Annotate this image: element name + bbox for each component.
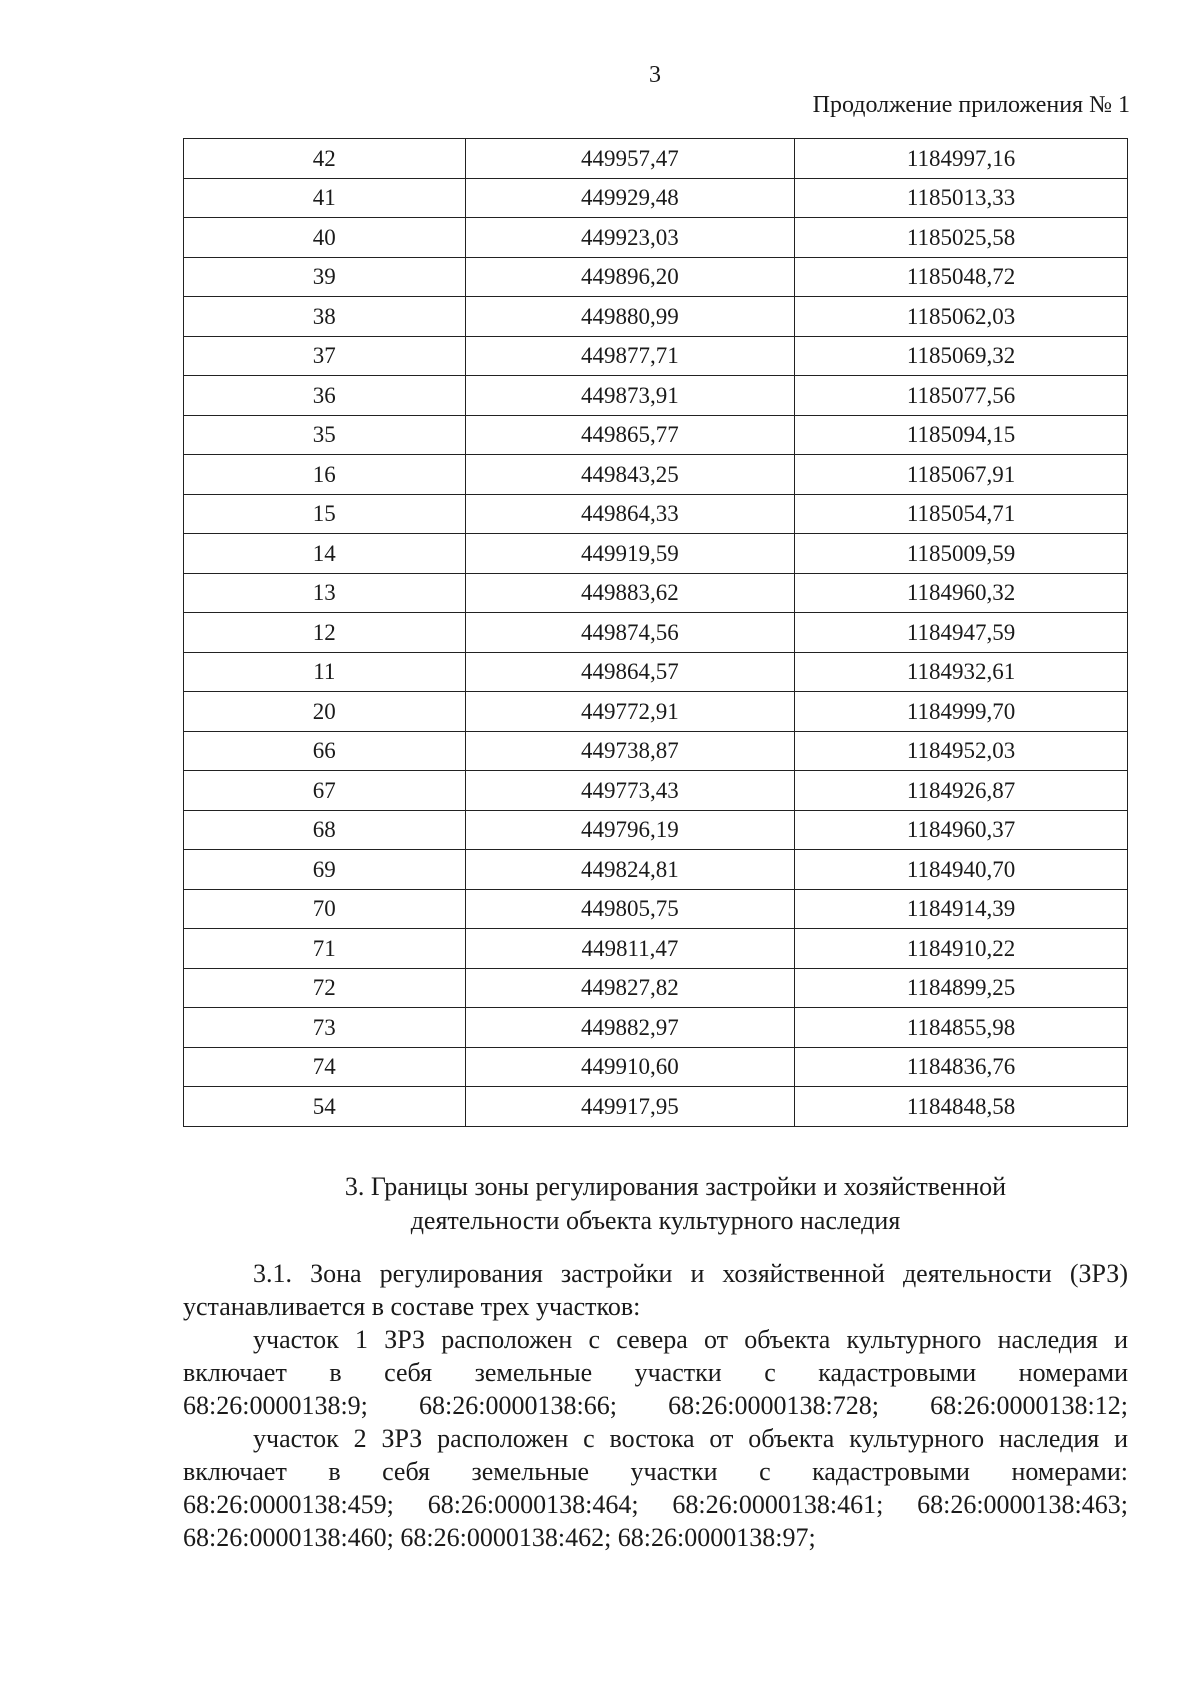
- x-coordinate-cell: 449811,47: [465, 929, 795, 969]
- x-coordinate-cell: 449864,57: [465, 652, 795, 692]
- x-coordinate-cell: 449880,99: [465, 297, 795, 337]
- plot-2-line-2: включает в себя земельные участки с кадастровыми номерами:: [183, 1457, 1128, 1486]
- x-coordinate-cell: 449773,43: [465, 771, 795, 811]
- x-coordinate-cell: 449843,25: [465, 455, 795, 495]
- plot-2-line-1: участок 2 ЗРЗ расположен с востока от объекта культурного наследия и: [253, 1424, 1128, 1453]
- table-row: [184, 494, 1128, 534]
- x-coordinate-cell: 449865,77: [465, 415, 795, 455]
- y-coordinate-cell: 1185009,59: [795, 534, 1128, 574]
- y-coordinate-cell: 1184932,61: [795, 652, 1128, 692]
- point-number-cell: 39: [184, 257, 466, 297]
- y-coordinate-cell: 1185025,58: [795, 218, 1128, 258]
- point-number-cell: 16: [184, 455, 466, 495]
- section-heading: [183, 1170, 1128, 1238]
- y-coordinate-cell: 1185094,15: [795, 415, 1128, 455]
- point-number-cell: 74: [184, 1047, 466, 1087]
- x-coordinate-cell: 449772,91: [465, 692, 795, 732]
- x-coordinate-cell: 449796,19: [465, 810, 795, 850]
- table-row: [184, 455, 1128, 495]
- table-row: [184, 613, 1128, 653]
- point-number-cell: 68: [184, 810, 466, 850]
- x-coordinate-cell: 449896,20: [465, 257, 795, 297]
- y-coordinate-cell: 1184848,58: [795, 1087, 1128, 1127]
- x-coordinate-cell: 449827,82: [465, 968, 795, 1008]
- table-row: [184, 218, 1128, 258]
- x-coordinate-cell: 449873,91: [465, 376, 795, 416]
- x-coordinate-cell: 449923,03: [465, 218, 795, 258]
- point-number-cell: 41: [184, 178, 466, 218]
- y-coordinate-cell: 1184899,25: [795, 968, 1128, 1008]
- y-coordinate-cell: 1185077,56: [795, 376, 1128, 416]
- point-number-cell: 13: [184, 573, 466, 613]
- table-row: [184, 929, 1128, 969]
- y-coordinate-cell: 1185069,32: [795, 336, 1128, 376]
- x-coordinate-cell: 449824,81: [465, 850, 795, 890]
- x-coordinate-cell: 449877,71: [465, 336, 795, 376]
- table-row: [184, 415, 1128, 455]
- y-coordinate-cell: 1184836,76: [795, 1047, 1128, 1087]
- section-heading-line-1: 3. Границы зоны регулирования застройки и хозяйственной: [344, 1172, 1007, 1201]
- section-body: [183, 1257, 1128, 1554]
- point-number-cell: 70: [184, 889, 466, 929]
- y-coordinate-cell: 1184960,32: [795, 573, 1128, 613]
- point-number-cell: 37: [184, 336, 466, 376]
- plot-1-line-3: 68:26:0000138:9; 68:26:0000138:66; 68:26:0000138:728; 68:26:0000138:12;: [183, 1391, 1128, 1420]
- table-row: [184, 850, 1128, 890]
- table-row: [184, 1008, 1128, 1048]
- y-coordinate-cell: 1185054,71: [795, 494, 1128, 534]
- x-coordinate-cell: 449919,59: [465, 534, 795, 574]
- section-heading-line-2: деятельности объекта культурного наследия: [410, 1206, 901, 1235]
- plot-2-line-4: 68:26:0000138:460; 68:26:0000138:462; 68:26:0000138:97;: [183, 1523, 816, 1552]
- x-coordinate-cell: 449874,56: [465, 613, 795, 653]
- y-coordinate-cell: 1185062,03: [795, 297, 1128, 337]
- y-coordinate-cell: 1184914,39: [795, 889, 1128, 929]
- x-coordinate-cell: 449883,62: [465, 573, 795, 613]
- x-coordinate-cell: 449882,97: [465, 1008, 795, 1048]
- y-coordinate-cell: 1184910,22: [795, 929, 1128, 969]
- table-row: [184, 336, 1128, 376]
- y-coordinate-cell: 1185067,91: [795, 455, 1128, 495]
- y-coordinate-cell: 1184947,59: [795, 613, 1128, 653]
- point-number-cell: 67: [184, 771, 466, 811]
- point-number-cell: 36: [184, 376, 466, 416]
- coordinates-table-body: [184, 139, 1128, 1127]
- point-number-cell: 54: [184, 1087, 466, 1127]
- table-row: [184, 968, 1128, 1008]
- point-number-cell: 20: [184, 692, 466, 732]
- y-coordinate-cell: 1185048,72: [795, 257, 1128, 297]
- x-coordinate-cell: 449805,75: [465, 889, 795, 929]
- x-coordinate-cell: 449917,95: [465, 1087, 795, 1127]
- point-number-cell: 66: [184, 731, 466, 771]
- point-number-cell: 40: [184, 218, 466, 258]
- table-row: [184, 297, 1128, 337]
- point-number-cell: 12: [184, 613, 466, 653]
- y-coordinate-cell: 1184960,37: [795, 810, 1128, 850]
- point-number-cell: 38: [184, 297, 466, 337]
- table-row: [184, 1087, 1128, 1127]
- y-coordinate-cell: 1184855,98: [795, 1008, 1128, 1048]
- paragraph-3-1-line-2: устанавливается в составе трех участков:: [183, 1292, 641, 1321]
- paragraph-3-1-line-1: 3.1. Зона регулирования застройки и хозяйственной деятельности (ЗРЗ): [253, 1259, 1128, 1288]
- page-number: 3: [649, 62, 661, 88]
- x-coordinate-cell: 449929,48: [465, 178, 795, 218]
- table-row: [184, 771, 1128, 811]
- plot-2-line-3: 68:26:0000138:459; 68:26:0000138:464; 68:26:0000138:461; 68:26:0000138:463;: [183, 1490, 1128, 1519]
- table-row: [184, 810, 1128, 850]
- point-number-cell: 11: [184, 652, 466, 692]
- table-row: [184, 534, 1128, 574]
- plot-1-line-2: включает в себя земельные участки с кадастровыми номерами: [183, 1358, 1128, 1387]
- y-coordinate-cell: 1184999,70: [795, 692, 1128, 732]
- y-coordinate-cell: 1184940,70: [795, 850, 1128, 890]
- y-coordinate-cell: 1184997,16: [795, 139, 1128, 179]
- table-row: [184, 257, 1128, 297]
- coordinates-table: [183, 138, 1128, 1127]
- point-number-cell: 72: [184, 968, 466, 1008]
- table-row: [184, 573, 1128, 613]
- x-coordinate-cell: 449738,87: [465, 731, 795, 771]
- x-coordinate-cell: 449910,60: [465, 1047, 795, 1087]
- table-row: [184, 178, 1128, 218]
- x-coordinate-cell: 449957,47: [465, 139, 795, 179]
- table-row: [184, 889, 1128, 929]
- point-number-cell: 69: [184, 850, 466, 890]
- y-coordinate-cell: 1185013,33: [795, 178, 1128, 218]
- table-row: [184, 376, 1128, 416]
- table-row: [184, 139, 1128, 179]
- continuation-label: Продолжение приложения № 1: [812, 92, 1130, 118]
- table-row: [184, 731, 1128, 771]
- point-number-cell: 14: [184, 534, 466, 574]
- point-number-cell: 71: [184, 929, 466, 969]
- plot-1-line-1: участок 1 ЗРЗ расположен с севера от объекта культурного наследия и: [253, 1325, 1128, 1354]
- point-number-cell: 15: [184, 494, 466, 534]
- point-number-cell: 42: [184, 139, 466, 179]
- table-row: [184, 1047, 1128, 1087]
- y-coordinate-cell: 1184926,87: [795, 771, 1128, 811]
- table-row: [184, 692, 1128, 732]
- y-coordinate-cell: 1184952,03: [795, 731, 1128, 771]
- table-row: [184, 652, 1128, 692]
- point-number-cell: 73: [184, 1008, 466, 1048]
- x-coordinate-cell: 449864,33: [465, 494, 795, 534]
- point-number-cell: 35: [184, 415, 466, 455]
